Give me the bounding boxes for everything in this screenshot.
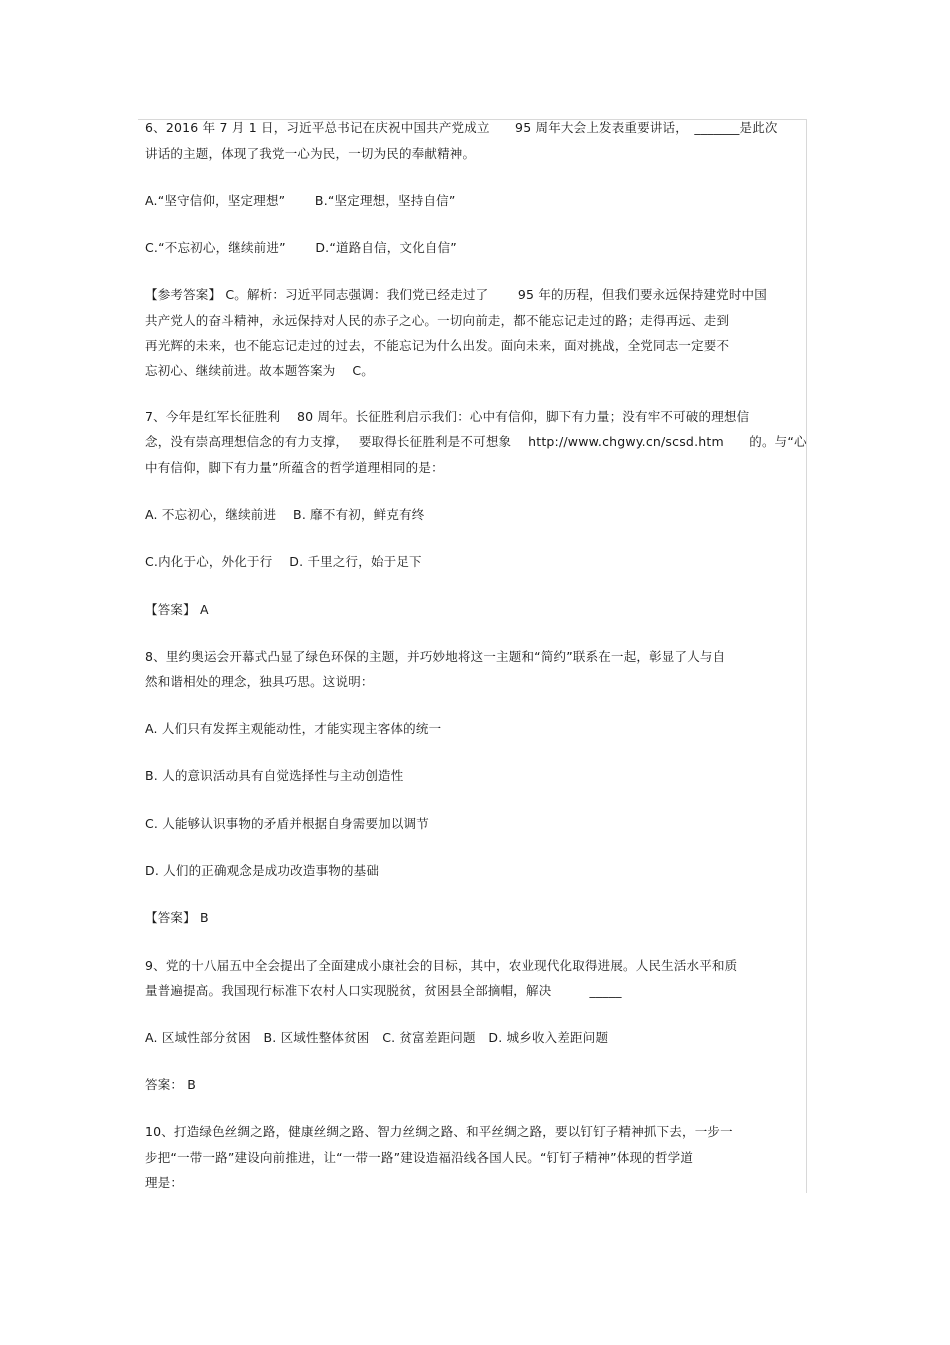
text-line: A. 不忘初心，继续前进 B. 靡不有初，鲜克有终 — [145, 507, 425, 522]
text-line: D. 人们的正确观念是成功改造事物的基础 — [145, 863, 380, 878]
text-line: 【参考答案】 C。解析：习近平同志强调：我们党已经走过了 95 年的历程，但我们要永远保持建党时中国 — [145, 287, 767, 302]
text-line: C.“不忘初心，继续前进” D.“道路自信，文化自信” — [145, 240, 457, 255]
text-line: 量普遍提高。我国现行标准下农村人口实现脱贫，贫困县全部摘帽，解决 _____ — [145, 983, 622, 998]
text-line: 10、打造绿色丝绸之路，健康丝绸之路、智力丝绸之路、和平丝绸之路，要以钉钉子精神抓下去，一步一 — [145, 1124, 733, 1139]
text-line: 【答案】 B — [145, 910, 209, 925]
text-line: 念，没有崇高理想信念的有力支撑， 要取得长征胜利是不可想象 http://www.chgwy.cn/scsd.htm 的。与“心 — [145, 434, 807, 449]
text-line: 【答案】 A — [145, 602, 209, 617]
text-line: C. 人能够认识事物的矛盾并根据自身需要加以调节 — [145, 816, 429, 831]
text-line: 然和谐相处的理念，独具巧思。这说明： — [145, 674, 374, 689]
text-line: 步把“一带一路”建设向前推进，让“一带一路”建设造福沿线各国人民。“钉钉子精神”体现的哲学道 — [145, 1150, 694, 1165]
text-line: A. 区域性部分贫困 B. 区域性整体贫困 C. 贫富差距问题 D. 城乡收入差距问题 — [145, 1030, 609, 1045]
text-line: 再光辉的未来，也不能忘记走过的过去，不能忘记为什么出发。面向未来，面对挑战，全党同志一定要不 — [145, 338, 730, 353]
text-line: A. 人们只有发挥主观能动性，才能实现主客体的统一 — [145, 721, 442, 736]
text-line: 中有信仰，脚下有力量”所蕴含的哲学道理相同的是： — [145, 460, 444, 475]
text-line: 9、党的十八届五中全会提出了全面建成小康社会的目标，其中，农业现代化取得进展。人民生活水平和质 — [145, 958, 738, 973]
text-line: 8、里约奥运会开幕式凸显了绿色环保的主题，并巧妙地将这一主题和“简约”联系在一起，彰显了人与自 — [145, 649, 726, 664]
text-line: C.内化于心，外化于行 D. 千里之行，始于足下 — [145, 554, 422, 569]
text-line: 理是： — [145, 1175, 184, 1190]
page-border-right — [806, 119, 807, 1193]
text-line: 6、2016 年 7 月 1 日，习近平总书记在庆祝中国共产党成立 95 周年大会上发表重要讲话， _______是此次 — [145, 120, 778, 135]
text-line: 忘初心、继续前进。故本题答案为 C。 — [145, 363, 375, 378]
text-line: A.“坚守信仰，坚定理想” B.“坚定理想，坚持自信” — [145, 193, 456, 208]
text-line: 答案： B — [145, 1077, 197, 1092]
text-line: B. 人的意识活动具有自觉选择性与主动创造性 — [145, 768, 404, 783]
text-line: 讲话的主题，体现了我党一心为民，一切为民的奉献精神。 — [145, 146, 476, 161]
text-line: 共产党人的奋斗精神，永远保持对人民的赤子之心。一切向前走，都不能忘记走过的路；走得再远、走到 — [145, 313, 730, 328]
text-line: 7、今年是红军长征胜利 80 周年。长征胜利启示我们：心中有信仰，脚下有力量；没有牢不可破的理想信 — [145, 409, 750, 424]
